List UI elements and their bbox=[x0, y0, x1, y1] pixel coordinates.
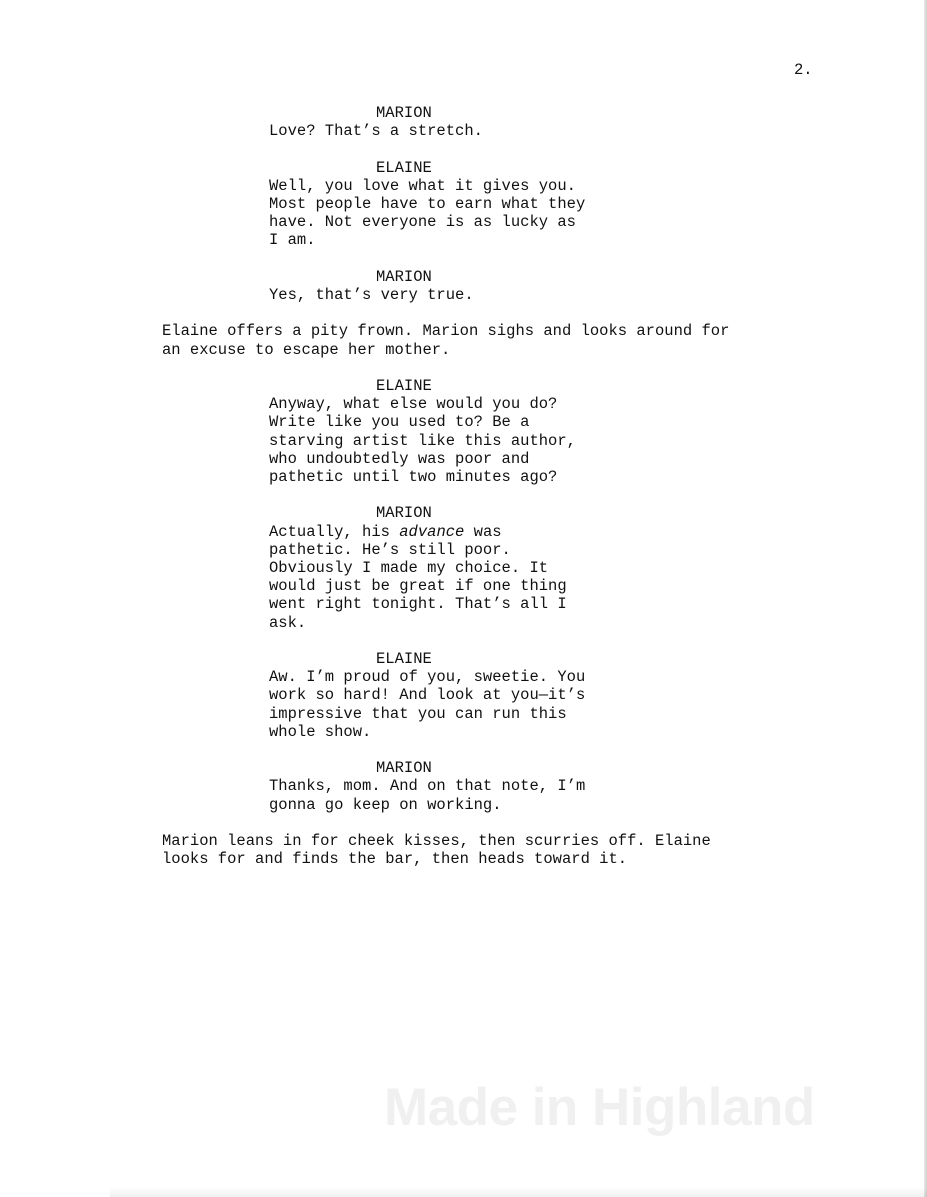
dialogue-block bbox=[162, 650, 842, 741]
dialogue-text bbox=[269, 523, 669, 632]
dialogue-text bbox=[269, 122, 669, 140]
action-line: an excuse to escape her mother. bbox=[162, 340, 451, 359]
dialogue-line: pathetic until two minutes ago? bbox=[269, 468, 558, 486]
dialogue-line: whole show. bbox=[269, 722, 372, 741]
action-text bbox=[162, 322, 842, 358]
character-name: MARION bbox=[376, 759, 432, 778]
action-block bbox=[162, 322, 842, 358]
dialogue-line: pathetic. He’s still poor. bbox=[269, 540, 511, 559]
character-name: MARION bbox=[376, 504, 432, 523]
character-name: ELAINE bbox=[376, 376, 432, 395]
dialogue-line: Write like you used to? Be a bbox=[269, 413, 530, 432]
character-name: MARION bbox=[376, 104, 432, 122]
dialogue-line: Well, you love what it gives you. bbox=[269, 176, 576, 195]
dialogue-line: went right tonight. That’s all I bbox=[269, 595, 567, 614]
action-line: Elaine offers a pity frown. Marion sighs and looks around for bbox=[162, 322, 730, 341]
dialogue-text bbox=[269, 668, 669, 741]
action-text bbox=[162, 832, 842, 868]
dialogue-block bbox=[162, 759, 842, 814]
dialogue-text bbox=[269, 777, 669, 813]
dialogue-line: Obviously I made my choice. It bbox=[269, 559, 549, 577]
dialogue-line: I am. bbox=[269, 231, 316, 250]
dialogue-text bbox=[269, 177, 669, 250]
dialogue-line: ask. bbox=[269, 613, 307, 632]
dialogue-line: Thanks, mom. And on that note, I’m bbox=[269, 777, 586, 796]
dialogue-text bbox=[269, 286, 669, 304]
dialogue-line: work so hard! And look at you—it’s bbox=[269, 686, 586, 705]
action-line: Marion leans in for cheek kisses, then scurries off. Elaine bbox=[162, 832, 711, 850]
character-name: MARION bbox=[376, 267, 432, 286]
dialogue-line: starving artist like this author, bbox=[269, 431, 576, 450]
screenplay-body bbox=[162, 104, 842, 887]
dialogue-text bbox=[269, 395, 669, 486]
dialogue-line: Anyway, what else would you do? bbox=[269, 395, 558, 414]
dialogue-block bbox=[162, 159, 842, 250]
character-name: ELAINE bbox=[376, 158, 432, 177]
dialogue-line: gonna go keep on working. bbox=[269, 795, 502, 814]
page-bottom-shadow bbox=[110, 1187, 927, 1197]
dialogue-line: impressive that you can run this bbox=[269, 704, 567, 723]
dialogue-line bbox=[269, 523, 669, 541]
highland-watermark: Made in Highland bbox=[384, 1078, 815, 1137]
dialogue-line: Aw. I’m proud of you, sweetie. You bbox=[269, 668, 586, 687]
dialogue-line: Most people have to earn what they bbox=[269, 195, 586, 213]
dialogue-line: have. Not everyone is as lucky as bbox=[269, 213, 576, 232]
character-name: ELAINE bbox=[376, 650, 432, 668]
dialogue-block bbox=[162, 504, 842, 631]
dialogue-fragment: was bbox=[464, 522, 502, 541]
action-block bbox=[162, 832, 842, 868]
dialogue-line: who undoubtedly was poor and bbox=[269, 449, 530, 468]
dialogue-line: Love? That’s a stretch. bbox=[269, 122, 483, 141]
emphasized-word: advance bbox=[399, 522, 465, 541]
dialogue-block bbox=[162, 104, 842, 140]
dialogue-fragment: Actually, his bbox=[269, 522, 400, 541]
dialogue-block bbox=[162, 377, 842, 486]
action-line: looks for and finds the bar, then heads toward it. bbox=[162, 850, 628, 869]
page-number: 2. bbox=[794, 61, 813, 79]
dialogue-block bbox=[162, 268, 842, 304]
dialogue-line: Yes, that’s very true. bbox=[269, 286, 474, 304]
dialogue-line: would just be great if one thing bbox=[269, 577, 567, 596]
